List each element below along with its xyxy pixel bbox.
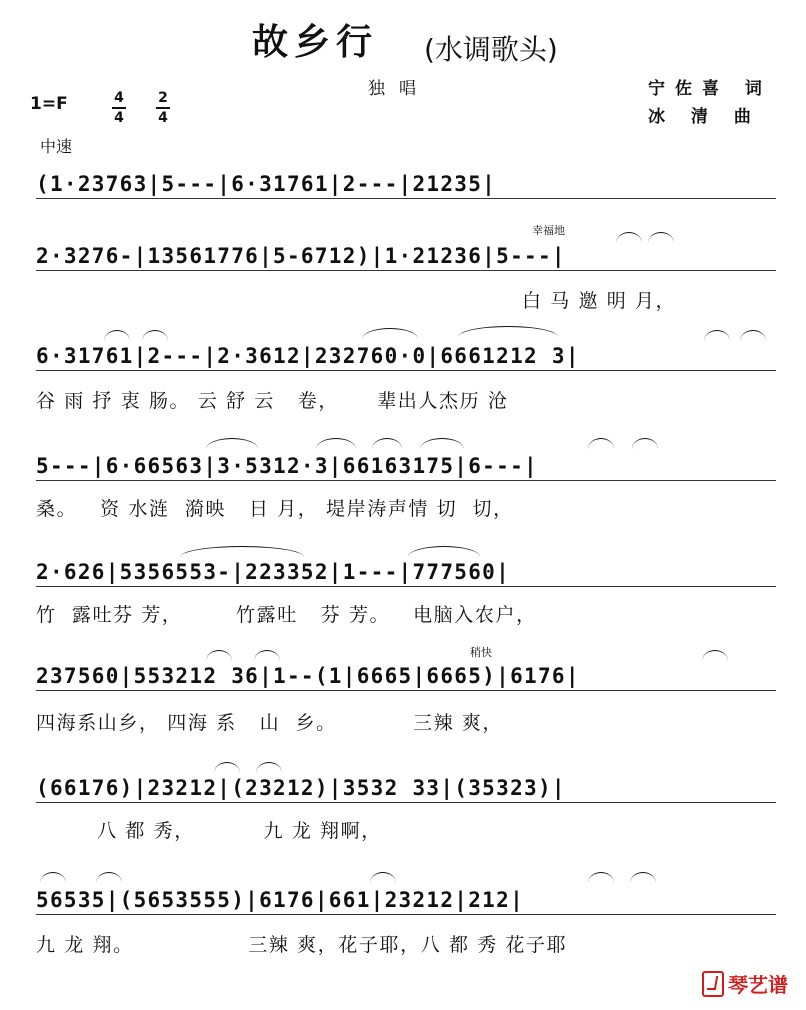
slur (740, 330, 766, 341)
slur (40, 872, 66, 883)
notation-row-3 (36, 340, 776, 380)
slur (704, 330, 730, 341)
logo-icon (702, 971, 724, 997)
meter-bottom: 4 (114, 110, 124, 126)
slur (254, 650, 280, 661)
notation-row-5 (36, 556, 776, 596)
lyric-line-3: 谷 雨 抒 衷 肠。 云 舒 云 卷， 辈出人杰历 沧 (36, 390, 509, 412)
notation-row-2 (36, 240, 776, 280)
slur (142, 330, 168, 341)
lyric-line-8: 九 龙 翔。 三辣 爽，花子耶，八 都 秀 花子耶 (36, 934, 568, 956)
slur (214, 762, 240, 773)
meter-divider (112, 107, 126, 109)
slur (372, 438, 402, 449)
song-subtitle: (水调歌头) (424, 33, 558, 66)
beam-line (36, 690, 776, 691)
beam-line (36, 586, 776, 587)
time-signature-4-4 (112, 90, 126, 126)
slur (408, 546, 480, 557)
lyricist-credit: 宁佐喜 词 (648, 79, 772, 99)
lyric-line-6: 四海系山乡， 四海 系 山 乡。 三辣 爽， (36, 712, 504, 734)
jianpu-notes: 2·3276-|13561776|5-6712)|1·21236|5---| (36, 244, 566, 268)
slur (648, 232, 674, 243)
song-title: 故乡行 (252, 22, 379, 63)
notation-row-1 (36, 168, 776, 208)
notation-row-4 (36, 450, 776, 490)
slur (180, 546, 304, 557)
jianpu-notes: 5---|6·66563|3·5312·3|66163175|6---| (36, 454, 538, 478)
expression-mark: 稍快 (470, 646, 492, 659)
notation-row-6 (36, 660, 776, 700)
beam-line (36, 914, 776, 915)
beam-line (36, 802, 776, 803)
beam-line (36, 370, 776, 371)
slur (316, 438, 356, 449)
beam-line (36, 198, 776, 199)
beam-line (36, 480, 776, 481)
slur (96, 872, 122, 883)
jianpu-notes: 56535|(5653555)|6176|661|23212|212| (36, 888, 525, 912)
meter-divider (156, 107, 170, 109)
jianpu-notes: (1·23763|5---|6·31761|2---|21235| (36, 172, 497, 196)
watermark-logo (702, 969, 788, 998)
key-signature: 1=F (30, 94, 68, 114)
slur (206, 650, 232, 661)
lyric-line-7: 八 都 秀， 九 龙 翔啊， (36, 820, 382, 842)
slur (104, 330, 130, 341)
watermark-text: 琴艺谱 (728, 973, 788, 997)
slur (370, 872, 396, 883)
slur (702, 650, 728, 661)
slur (420, 438, 464, 449)
performance-form: 独唱 (368, 79, 430, 99)
slur (588, 438, 614, 449)
slur (630, 872, 656, 883)
meter-top: 4 (114, 90, 124, 106)
meter-top: 2 (158, 90, 168, 106)
slur (362, 328, 418, 339)
slur (616, 232, 642, 243)
lyric-line-2: 白 马 邀 明 月， (522, 290, 677, 312)
tempo-marking: 中速 (40, 137, 73, 156)
notation-row-7 (36, 772, 776, 812)
slur (588, 872, 614, 883)
slur (458, 326, 558, 337)
composer-credit: 冰 清 曲 (648, 107, 761, 127)
lyric-line-4: 桑。 资 水涟 漪映 日 月， 堤岸涛声情 切 切， (36, 498, 514, 520)
beam-line (36, 270, 776, 271)
slur (632, 438, 658, 449)
meter-bottom: 4 (158, 110, 168, 126)
jianpu-notes: (66176)|23212|(23212)|3532 33|(35323)| (36, 776, 566, 800)
jianpu-notes: 6·31761|2---|2·3612|232760·0|6661212 3| (36, 344, 580, 368)
slur (206, 438, 258, 449)
lyric-line-5: 竹 露吐芬 芳， 竹露吐 芬 芳。 电脑入农户， (36, 604, 537, 626)
jianpu-notes: 2·626|5356553-|223352|1---|777560| (36, 560, 511, 584)
slur (256, 762, 282, 773)
time-signature-2-4 (156, 90, 170, 126)
jianpu-notes: 237560|553212 36|1--(1|6665|6665)|6176| (36, 664, 580, 688)
expression-mark: 幸福地 (532, 224, 565, 237)
notation-row-8 (36, 884, 776, 924)
